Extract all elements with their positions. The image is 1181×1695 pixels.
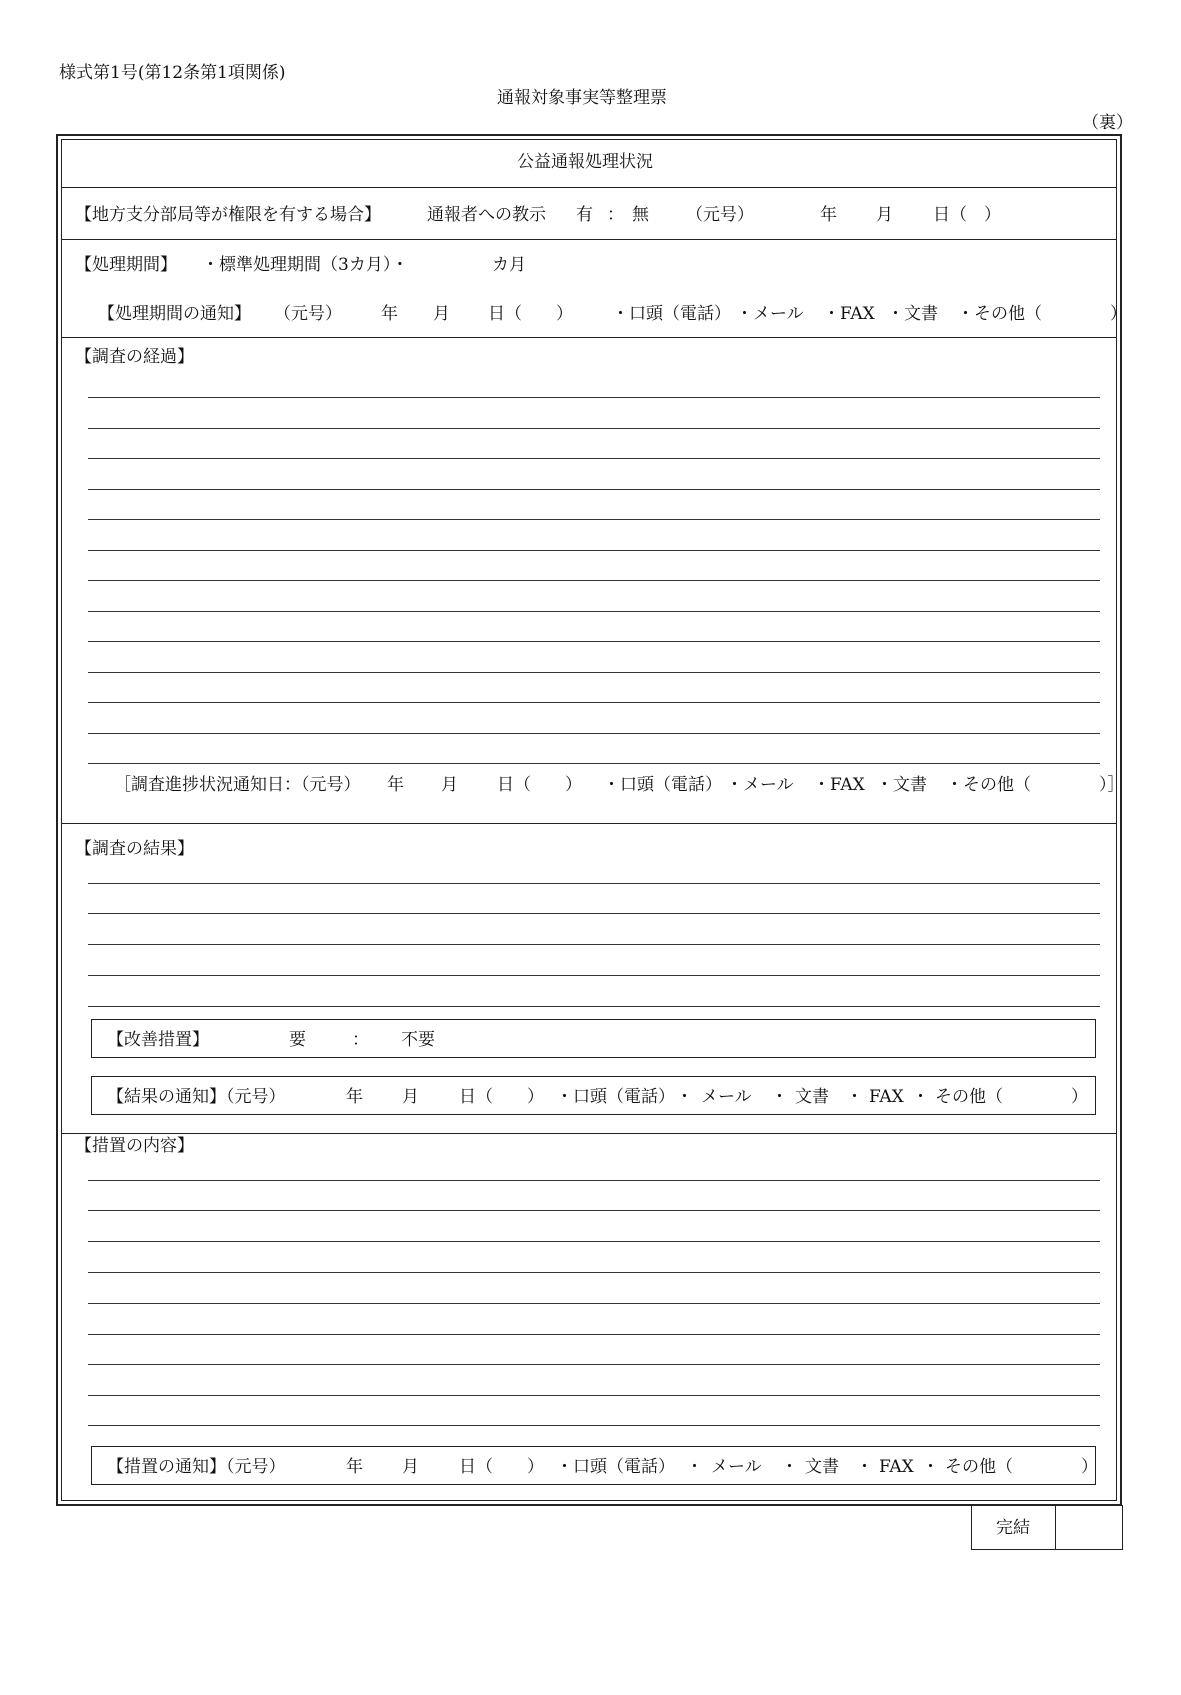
writing-line[interactable] <box>88 397 1100 398</box>
method-oral[interactable]: ・口頭（電話） <box>612 304 731 324</box>
writing-line[interactable] <box>88 1210 1100 1211</box>
separator: ・ <box>922 1457 939 1477</box>
writing-line[interactable] <box>88 733 1100 734</box>
separator: ・ <box>912 1087 929 1107</box>
day-label: 日（ ） <box>497 775 582 795</box>
year-label: 年 <box>381 304 398 324</box>
method-document[interactable]: 文書 <box>795 1087 829 1107</box>
writing-line[interactable] <box>88 428 1100 429</box>
writing-line[interactable] <box>88 975 1100 976</box>
method-mail[interactable]: ・メール <box>736 304 804 324</box>
method-other[interactable]: ・その他（ ） <box>957 304 1127 324</box>
year-label: 年 <box>387 775 404 795</box>
period-notice-label: 【処理期間の通知】 <box>98 304 251 324</box>
form-number: 様式第1号(第12条第1項関係) <box>59 63 286 83</box>
completion-label: 完結 <box>996 1518 1030 1538</box>
day-label: 日（ ） <box>933 205 1001 225</box>
result-label: 【調査の結果】 <box>75 839 194 859</box>
divider <box>61 337 1117 338</box>
era-label: （元号） <box>274 304 342 324</box>
writing-line[interactable] <box>88 1303 1100 1304</box>
method-other[interactable]: その他（ ） <box>945 1457 1098 1477</box>
writing-line[interactable] <box>88 1272 1100 1273</box>
writing-line[interactable] <box>88 550 1100 551</box>
method-mail[interactable]: ・メール <box>726 775 794 795</box>
improvement-label: 【改善措置】 <box>107 1030 209 1050</box>
method-oral[interactable]: ・口頭（電話） <box>556 1457 675 1477</box>
method-fax[interactable]: ・FAX <box>823 304 875 324</box>
method-oral[interactable]: ・口頭（電話） <box>556 1087 675 1107</box>
writing-line[interactable] <box>88 883 1100 884</box>
writing-line[interactable] <box>88 702 1100 703</box>
writing-line[interactable] <box>88 489 1100 490</box>
regional-label: 【地方支分部局等が権限を有する場合】 <box>75 205 381 225</box>
separator: ・ <box>676 1087 693 1107</box>
standard-period: ・標準処理期間（3カ月）・ <box>202 255 409 275</box>
writing-line[interactable] <box>88 1425 1100 1426</box>
option-no[interactable]: 無 <box>632 205 649 225</box>
month-label: 月 <box>402 1457 419 1477</box>
separator: ・ <box>846 1087 863 1107</box>
writing-line[interactable] <box>88 580 1100 581</box>
month-label: 月 <box>402 1087 419 1107</box>
form-inner-border <box>61 139 1117 1501</box>
regional-row <box>75 204 381 226</box>
day-label: 日（ ） <box>459 1087 544 1107</box>
separator: ・ <box>856 1457 873 1477</box>
method-mail[interactable]: メール <box>711 1457 762 1477</box>
writing-line[interactable] <box>88 611 1100 612</box>
period-label: 【処理期間】 <box>75 255 177 275</box>
year-label: 年 <box>820 205 837 225</box>
writing-line[interactable] <box>88 1364 1100 1365</box>
method-document[interactable]: ・文書 <box>876 775 927 795</box>
writing-line[interactable] <box>88 458 1100 459</box>
month-label: 月 <box>433 304 450 324</box>
method-document[interactable]: ・文書 <box>887 304 938 324</box>
writing-line[interactable] <box>88 519 1100 520</box>
section-title: 公益通報処理状況 <box>517 152 653 172</box>
side-label: （裏） <box>1082 113 1133 133</box>
option-not-required[interactable]: 不要 <box>401 1030 435 1050</box>
measures-notice-label: 【措置の通知】（元号） <box>107 1457 286 1477</box>
completion-check-cell[interactable] <box>1055 1505 1123 1550</box>
separator: ・ <box>781 1457 798 1477</box>
writing-line[interactable] <box>88 1395 1100 1396</box>
separator: ・ <box>686 1457 703 1477</box>
day-label: 日（ ） <box>488 304 573 324</box>
separator: ・ <box>771 1087 788 1107</box>
divider <box>61 187 1117 188</box>
investigation-label: 【調査の経過】 <box>75 347 194 367</box>
month-label: 月 <box>441 775 458 795</box>
writing-line[interactable] <box>88 641 1100 642</box>
writing-line[interactable] <box>88 763 1100 764</box>
era-label: （元号） <box>686 205 754 225</box>
method-document[interactable]: 文書 <box>805 1457 839 1477</box>
writing-line[interactable] <box>88 672 1100 673</box>
measures-label: 【措置の内容】 <box>75 1136 194 1156</box>
writing-line[interactable] <box>88 1006 1100 1007</box>
writing-line[interactable] <box>88 1334 1100 1335</box>
writing-line[interactable] <box>88 1180 1100 1181</box>
writing-line[interactable] <box>88 944 1100 945</box>
divider <box>61 1133 1117 1134</box>
divider <box>61 823 1117 824</box>
result-notice-label: 【結果の通知】（元号） <box>107 1087 286 1107</box>
option-yes[interactable]: 有 <box>576 205 593 225</box>
year-label: 年 <box>346 1457 363 1477</box>
method-oral[interactable]: ・口頭（電話） <box>603 775 722 795</box>
page-title: 通報対象事実等整理票 <box>497 88 667 108</box>
method-fax[interactable]: FAX <box>879 1457 914 1477</box>
divider <box>61 239 1117 240</box>
year-label: 年 <box>346 1087 363 1107</box>
method-other[interactable]: その他（ ） <box>935 1087 1088 1107</box>
improvement-box <box>91 1019 1096 1058</box>
option-required[interactable]: 要 <box>289 1030 306 1050</box>
progress-notice-label: ［調査進捗状況通知日：（元号） <box>114 775 361 795</box>
method-fax[interactable]: ・FAX <box>813 775 865 795</box>
writing-line[interactable] <box>88 913 1100 914</box>
notice-to-reporter: 通報者への教示 <box>427 205 546 225</box>
method-mail[interactable]: メール <box>701 1087 752 1107</box>
day-label: 日（ ） <box>459 1457 544 1477</box>
method-fax[interactable]: FAX <box>869 1087 904 1107</box>
month-label: 月 <box>876 205 893 225</box>
separator: ： <box>352 1030 369 1050</box>
separator: ： <box>607 205 624 225</box>
writing-line[interactable] <box>88 1241 1100 1242</box>
months-label: カ月 <box>492 255 526 275</box>
method-other[interactable]: ・その他（ ）］ <box>946 775 1125 795</box>
